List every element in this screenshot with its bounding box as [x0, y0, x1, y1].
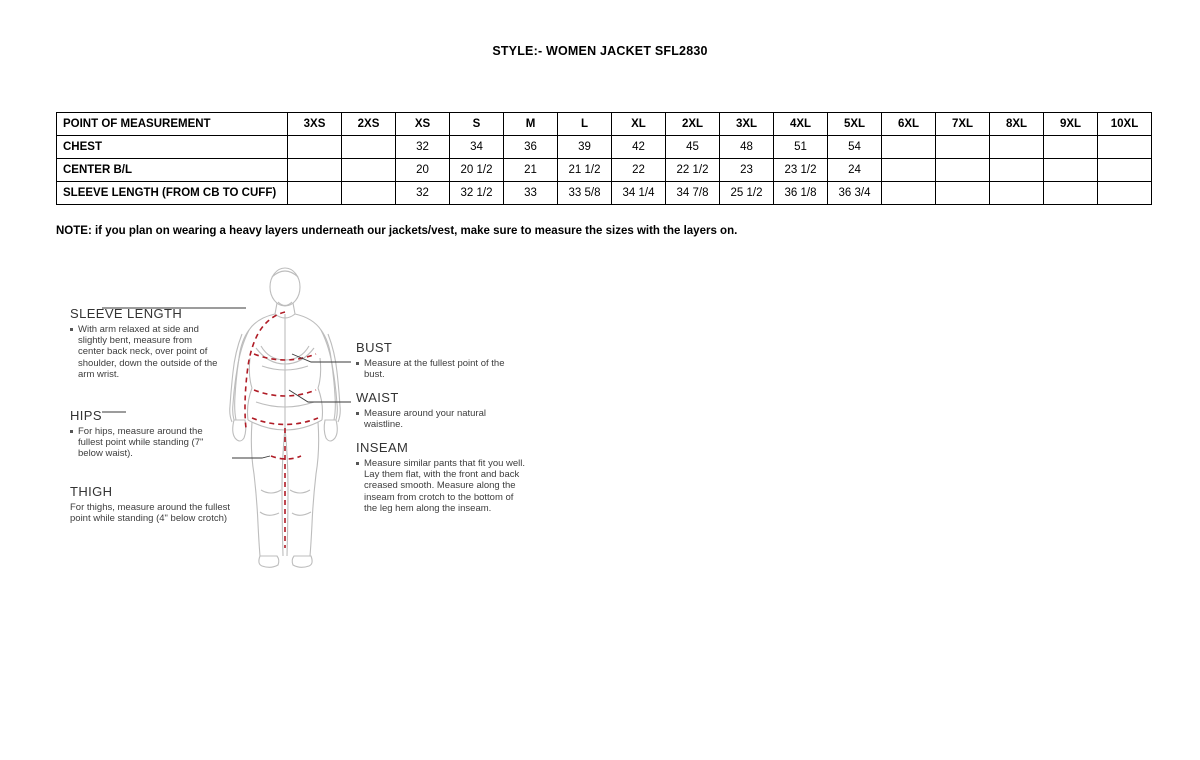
callout-title-thigh: THIGH: [70, 484, 113, 499]
cell-center-bl-3xl: 23: [720, 159, 774, 182]
cell-chest-2xl: 45: [666, 136, 720, 159]
column-header-3xl: 3XL: [720, 113, 774, 136]
cell-sleeve-xs: 32: [396, 182, 450, 205]
callout-waist: [356, 390, 516, 430]
measurement-note: NOTE: if you plan on wearing a heavy layers underneath our jackets/vest, make sure to measure the sizes with the layers on.: [56, 225, 738, 237]
cell-chest-9xl: [1044, 136, 1098, 159]
cell-center-bl-6xl: [882, 159, 936, 182]
column-header-2xs: 2XS: [342, 113, 396, 136]
column-header-xl: XL: [612, 113, 666, 136]
cell-sleeve-3xs: [288, 182, 342, 205]
callout-body-inseam: Measure similar pants that fit you well. Lay them flat, with the front and back creased smooth. Measure along the inseam from crotch to the bottom of the leg hem along the inseam.: [356, 458, 526, 514]
callout-thigh: [70, 484, 245, 524]
cell-sleeve-6xl: [882, 182, 936, 205]
column-header-4xl: 4XL: [774, 113, 828, 136]
table-row: [57, 182, 1152, 205]
column-header-l: L: [558, 113, 612, 136]
callout-bust: [356, 340, 516, 380]
callout-title-waist: WAIST: [356, 390, 399, 405]
cell-chest-6xl: [882, 136, 936, 159]
cell-center-bl-7xl: [936, 159, 990, 182]
column-header-m: M: [504, 113, 558, 136]
callout-inseam: [356, 440, 526, 514]
cell-center-bl-9xl: [1044, 159, 1098, 182]
cell-chest-10xl: [1098, 136, 1152, 159]
table-row: [57, 159, 1152, 182]
cell-sleeve-5xl: 36 3/4: [828, 182, 882, 205]
callout-title-inseam: INSEAM: [356, 440, 409, 455]
column-header-3xs: 3XS: [288, 113, 342, 136]
callout-title-sleeve-length: SLEEVE LENGTH: [70, 306, 183, 321]
column-header-9xl: 9XL: [1044, 113, 1098, 136]
cell-center-bl-2xs: [342, 159, 396, 182]
cell-chest-xl: 42: [612, 136, 666, 159]
cell-chest-5xl: 54: [828, 136, 882, 159]
column-header-xs: XS: [396, 113, 450, 136]
callout-body-bust: Measure at the fullest point of the bust.: [356, 358, 516, 380]
cell-sleeve-xl: 34 1/4: [612, 182, 666, 205]
cell-chest-s: 34: [450, 136, 504, 159]
table-row: [57, 136, 1152, 159]
cell-chest-8xl: [990, 136, 1044, 159]
callout-body-sleeve-length: With arm relaxed at side and slightly bent, measure from center back neck, over point of shoulder, down the outside of the arm wrist.: [70, 324, 220, 380]
page-title: STYLE:- WOMEN JACKET SFL2830: [492, 44, 708, 58]
callout-body-thigh: For thighs, measure around the fullest point while standing (4" below crotch): [70, 502, 231, 525]
column-header-8xl: 8XL: [990, 113, 1044, 136]
cell-sleeve-8xl: [990, 182, 1044, 205]
cell-center-bl-8xl: [990, 159, 1044, 182]
cell-center-bl-m: 21: [504, 159, 558, 182]
cell-center-bl-s: 20 1/2: [450, 159, 504, 182]
callout-body-waist: Measure around your natural waistline.: [356, 408, 516, 430]
cell-center-bl-l: 21 1/2: [558, 159, 612, 182]
cell-chest-3xl: 48: [720, 136, 774, 159]
callout-sleeve-length: [70, 306, 220, 380]
cell-sleeve-s: 32 1/2: [450, 182, 504, 205]
cell-sleeve-3xl: 25 1/2: [720, 182, 774, 205]
measurement-diagram: [56, 262, 576, 592]
row-label-center-bl: CENTER B/L: [57, 159, 288, 182]
cell-chest-l: 39: [558, 136, 612, 159]
row-label-sleeve-length: SLEEVE LENGTH (FROM CB TO CUFF): [57, 182, 288, 205]
cell-sleeve-10xl: [1098, 182, 1152, 205]
column-header-10xl: 10XL: [1098, 113, 1152, 136]
cell-sleeve-2xl: 34 7/8: [666, 182, 720, 205]
thigh-line: [271, 456, 301, 459]
cell-sleeve-2xs: [342, 182, 396, 205]
cell-sleeve-m: 33: [504, 182, 558, 205]
cell-sleeve-4xl: 36 1/8: [774, 182, 828, 205]
cell-center-bl-10xl: [1098, 159, 1152, 182]
cell-sleeve-9xl: [1044, 182, 1098, 205]
column-header-5xl: 5XL: [828, 113, 882, 136]
row-label-chest: CHEST: [57, 136, 288, 159]
column-header-point-of-measurement: POINT OF MEASUREMENT: [57, 113, 288, 136]
cell-center-bl-4xl: 23 1/2: [774, 159, 828, 182]
cell-center-bl-3xs: [288, 159, 342, 182]
cell-sleeve-l: 33 5/8: [558, 182, 612, 205]
cell-center-bl-xl: 22: [612, 159, 666, 182]
column-header-2xl: 2XL: [666, 113, 720, 136]
callout-title-bust: BUST: [356, 340, 393, 355]
column-header-6xl: 6XL: [882, 113, 936, 136]
table-header-row: [57, 113, 1152, 136]
column-header-s: S: [450, 113, 504, 136]
callout-hips: [70, 408, 230, 460]
callout-body-hips: For hips, measure around the fullest point while standing (7" below waist).: [70, 426, 230, 460]
cell-chest-4xl: 51: [774, 136, 828, 159]
column-header-7xl: 7XL: [936, 113, 990, 136]
callout-title-hips: HIPS: [70, 408, 102, 423]
size-chart-table: [56, 112, 1152, 205]
cell-chest-7xl: [936, 136, 990, 159]
cell-chest-m: 36: [504, 136, 558, 159]
cell-chest-3xs: [288, 136, 342, 159]
cell-sleeve-7xl: [936, 182, 990, 205]
cell-chest-xs: 32: [396, 136, 450, 159]
cell-chest-2xs: [342, 136, 396, 159]
cell-center-bl-5xl: 24: [828, 159, 882, 182]
cell-center-bl-2xl: 22 1/2: [666, 159, 720, 182]
cell-center-bl-xs: 20: [396, 159, 450, 182]
